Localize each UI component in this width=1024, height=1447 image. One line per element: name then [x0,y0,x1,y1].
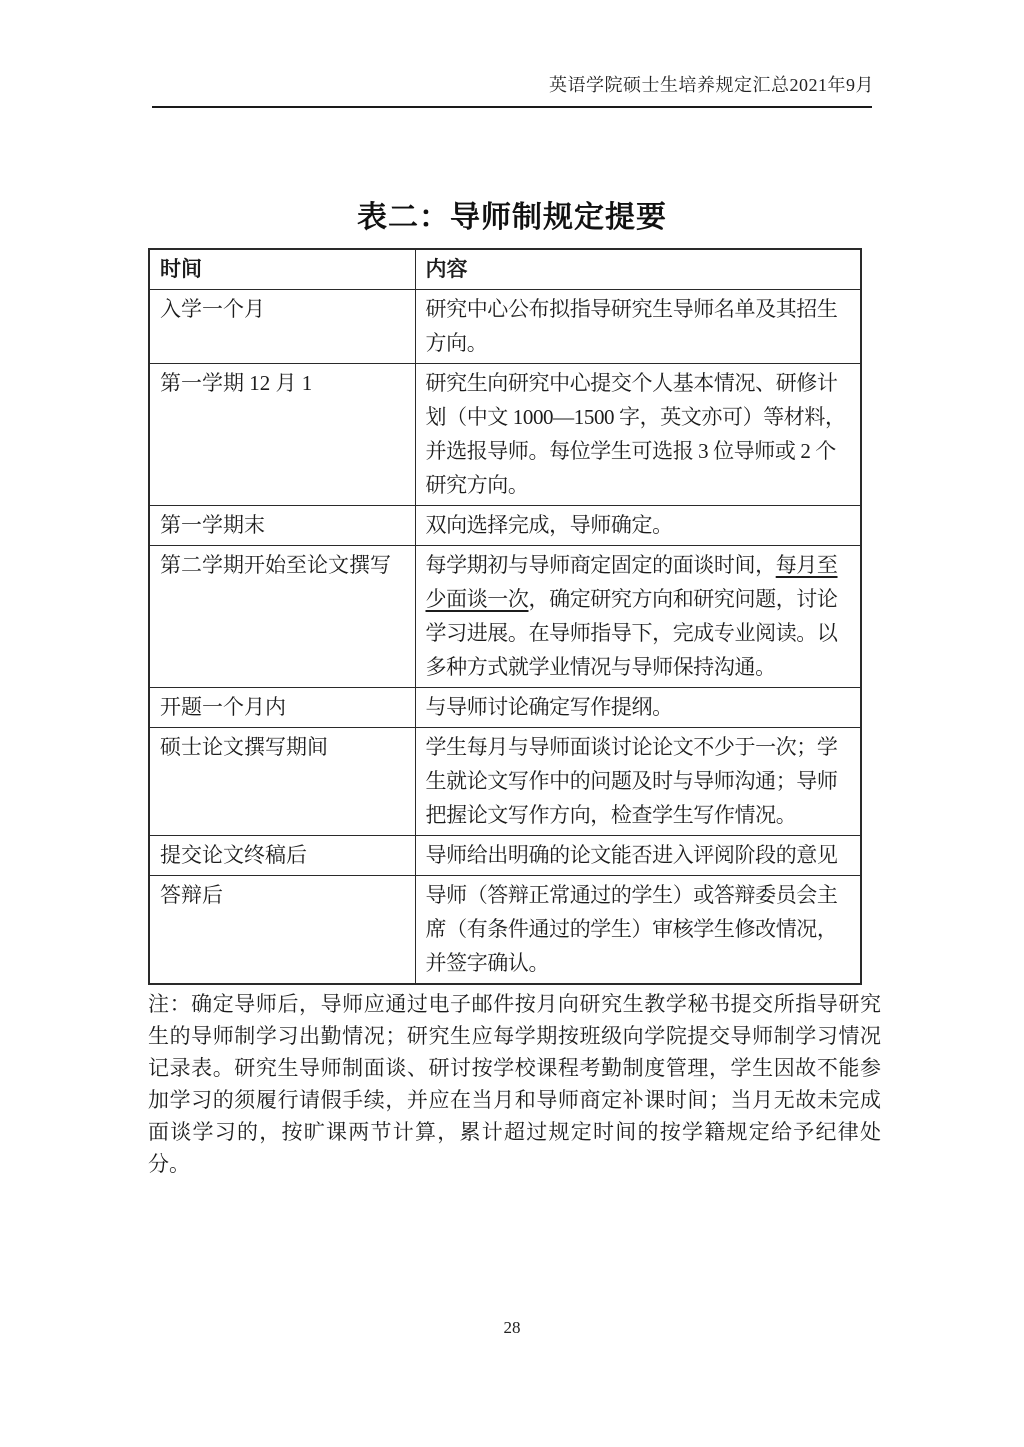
table-row [149,688,861,728]
content-cell: 学生每月与导师面谈讨论论文不少于一次；学生就论文写作中的问题及时与导师沟通；导师把握论文写作方向，检查学生写作情况。 [415,728,861,836]
content-cell: 导师（答辩正常通过的学生）或答辩委员会主席（有条件通过的学生）审核学生修改情况，并签字确认。 [415,876,861,985]
time-cell: 第一学期 12 月 1 [149,364,415,506]
table-row [149,364,861,506]
mentor-regulations-table [148,248,862,985]
content-cell: 研究生向研究中心提交个人基本情况、研修计划（中文 1000—1500 字，英文亦可）等材料，并选报导师。每位学生可选报 3 位导师或 2 个研究方向。 [415,364,861,506]
content-cell: 导师给出明确的论文能否进入评阅阶段的意见 [415,836,861,876]
content-cell: 双向选择完成，导师确定。 [415,506,861,546]
time-cell: 答辩后 [149,876,415,985]
content-cell: 研究中心公布拟指导研究生导师名单及其招生方向。 [415,290,861,364]
time-cell: 硕士论文撰写期间 [149,728,415,836]
table-row [149,546,861,688]
table-header-row [149,249,861,290]
table-row [149,506,861,546]
table-row [149,290,861,364]
running-header: 英语学院硕士生培养规定汇总2021年9月 [549,75,874,95]
time-cell: 第二学期开始至论文撰写 [149,546,415,688]
content-cell: 与导师讨论确定写作提纲。 [415,688,861,728]
time-cell: 入学一个月 [149,290,415,364]
content-text: 每学期初与导师商定固定的面谈时间， [425,553,776,577]
time-cell: 开题一个月内 [149,688,415,728]
content-text: ，确定研究方向和研究问题，讨论学习进展。在导师指导下，完成专业阅读。以多种方式就学业情况与导师保持沟通。 [425,587,838,679]
underlined-text: 每月至少面谈一次 [425,553,838,611]
table-row [149,876,861,985]
table-row [149,836,861,876]
column-header-time: 时间 [149,249,415,290]
page-title: 表二：导师制规定提要 [357,201,667,234]
header-rule [152,106,872,108]
table-row [149,728,861,836]
time-cell: 第一学期末 [149,506,415,546]
page-number: 28 [503,1318,521,1337]
time-cell: 提交论文终稿后 [149,836,415,876]
column-header-content: 内容 [415,249,861,290]
content-cell [415,546,861,688]
note-paragraph: 注：确定导师后，导师应通过电子邮件按月向研究生教学秘书提交所指导研究生的导师制学习出勤情况；研究生应每学期按班级向学院提交导师制学习情况记录表。研究生导师制面谈、研讨按学校课程考勤制度管理，学生因故不能参加学习的须履行请假手续，并应在当月和导师商定补课时间；当月无故未完成面谈学习的，按旷课两节计算，累计超过规定时间的按学籍规定给予纪律处分。 [148,992,881,1176]
